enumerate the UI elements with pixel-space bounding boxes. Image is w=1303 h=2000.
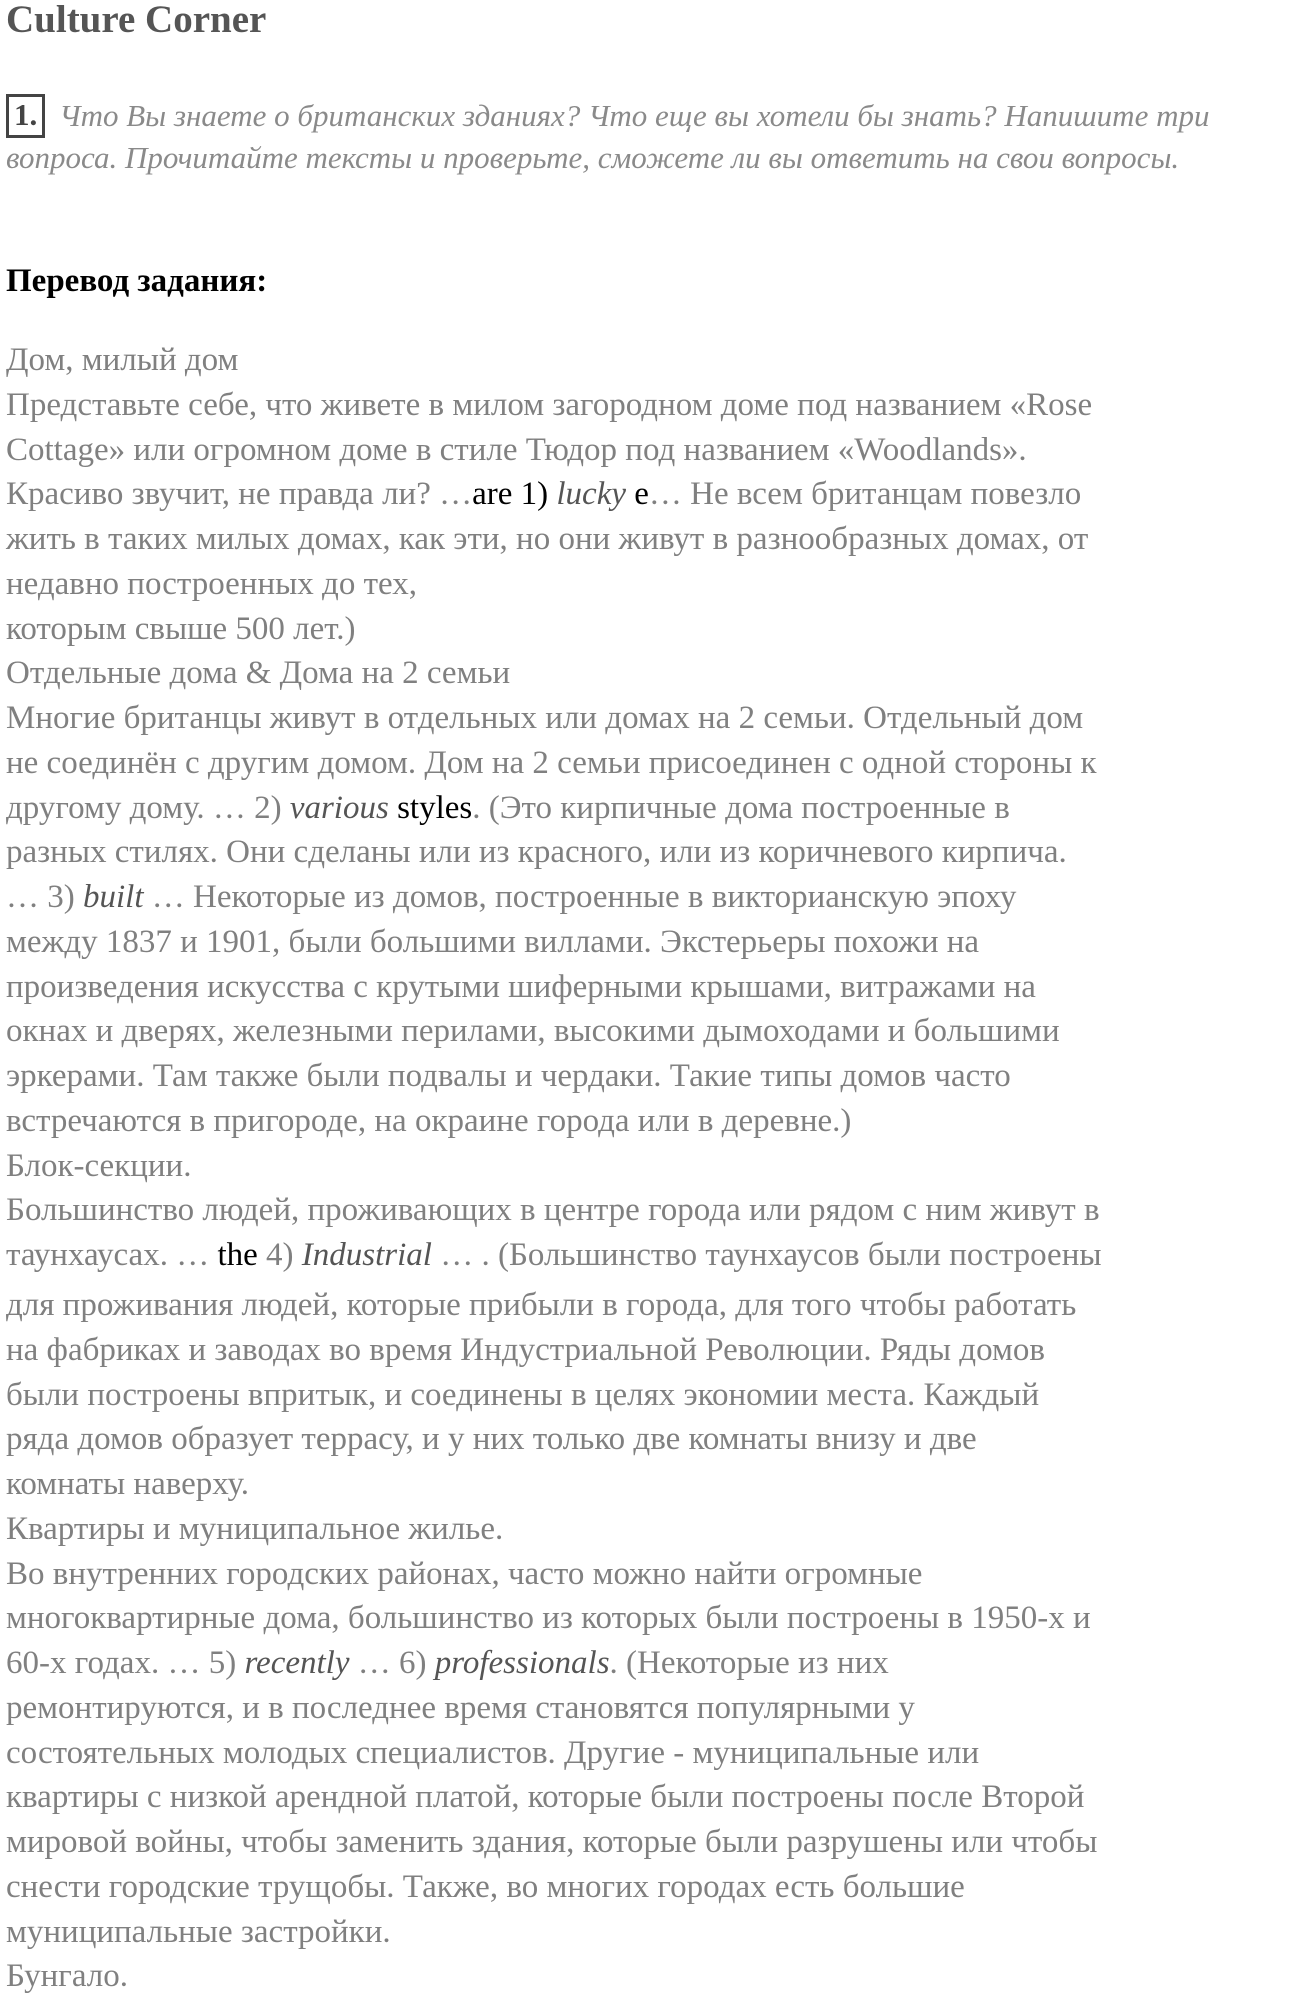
translation-body — [6, 338, 1102, 1999]
text-line — [6, 1641, 1102, 1686]
text-line: состоятельных молодых специалистов. Другие - муниципальные или — [6, 1734, 980, 1771]
section-heading: Блок-секции. — [6, 1147, 192, 1184]
text-line — [6, 1233, 1102, 1283]
text-segment: . (Некоторые из них — [609, 1645, 889, 1681]
text-line: не соединён с другим домом. Дом на 2 семьи присоединен с одной стороны к — [6, 744, 1097, 781]
text-line: были построены впритык, и соединены в целях экономии места. Каждый — [6, 1376, 1040, 1413]
text-line: эркерами. Там также были подвалы и чердаки. Такие типы домов часто — [6, 1058, 1011, 1094]
text-line: недавно построенных до тех, — [6, 565, 417, 602]
text-line: Представьте себе, что живете в милом загородном доме под названием «Rose — [6, 386, 1093, 423]
translation-heading: Перевод задания: — [6, 263, 268, 299]
text-line: Во внутренних городских районах, часто можно найти огромные — [6, 1555, 923, 1592]
task-number-badge: 1. — [6, 94, 45, 138]
text-segment: … Некоторые из домов, построенные в викторианскую эпоху — [143, 879, 1017, 915]
section-heading: Отдельные дома & Дома на 2 семьи — [6, 655, 511, 692]
answer-word: recently — [244, 1645, 350, 1681]
page-title: Culture Corner — [6, 0, 267, 41]
task-text: Что Вы знаете о британских зданиях? Что еще вы хотели бы знать? Напишите три вопроса. Прочитайте тексты и проверьте, сможете ли вы ответить на свои вопросы. — [6, 98, 1210, 175]
text-line: мировой войны, чтобы заменить здания, которые были разрушены или чтобы — [6, 1824, 1098, 1860]
section-heading: Квартиры и муниципальное жилье. — [6, 1510, 504, 1547]
text-line — [6, 875, 1102, 920]
text-line — [6, 786, 1102, 831]
text-segment: … Не всем британцам повезло — [648, 476, 1082, 513]
answer-word: professionals — [434, 1645, 610, 1681]
text-line: разных стилях. Они сделаны или из красного, или из коричневого кирпича. — [6, 834, 1067, 871]
english-segment: the — [217, 1237, 258, 1273]
text-line: жить в таких милых домах, как эти, но они живут в разнообразных домах, от — [6, 521, 1089, 557]
answer-word: built — [83, 879, 144, 915]
text-segment: другому дому. … 2) — [6, 789, 290, 826]
text-line: Многие британцы живут в отдельных или домах на 2 семьи. Отдельный дом — [6, 700, 1084, 736]
english-segment: styles — [388, 789, 473, 826]
text-line: комнаты наверху. — [6, 1466, 249, 1502]
text-line: встречаются в пригороде, на окраине города или в деревне.) — [6, 1102, 852, 1139]
text-line: произведения искусства с крутыми шиферными крышами, витражами на — [6, 968, 1036, 1005]
text-line: квартиры с низкой арендной платой, которые были построены после Второй — [6, 1779, 1085, 1816]
english-segment: e — [625, 476, 649, 513]
text-line: которым свыше 500 лет.) — [6, 610, 356, 647]
text-line: окнах и дверях, железными перилами, высокими дымоходами и большими — [6, 1013, 1060, 1050]
text-line: между 1837 и 1901, были большими виллами. Экстерьеры похожи на — [6, 923, 980, 960]
text-line: муниципальные застройки. — [6, 1913, 391, 1950]
answer-word: various — [289, 789, 389, 826]
text-segment: . (Это кирпичные дома построенные в — [472, 789, 1010, 826]
answer-word: Industrial — [301, 1237, 432, 1273]
text-segment: таунхаусах. … — [6, 1237, 218, 1273]
text-segment: … 3) — [6, 879, 83, 915]
text-line: на фабриках и заводах во время Индустриальной Революции. Ряды домов — [6, 1331, 1045, 1368]
text-line: ремонтируются, и в последнее время становятся популярными у — [6, 1689, 915, 1726]
text-segment: Красиво звучит, не правда ли? … — [6, 476, 473, 513]
text-line: Cottage» или огромном доме в стиле Тюдор под названием «Woodlands». — [6, 431, 1027, 468]
text-line: снести городские трущобы. Также, во многих городах есть большие — [6, 1868, 965, 1905]
answer-word: lucky — [556, 476, 626, 513]
text-segment: 4) — [257, 1237, 302, 1273]
text-line — [6, 472, 1102, 517]
text-segment: 60-х годах. … 5) — [6, 1645, 245, 1681]
text-segment: … 6) — [349, 1645, 435, 1681]
text-line: Большинство людей, проживающих в центре города или рядом с ним живут в — [6, 1192, 1100, 1229]
text-line: ряда домов образует террасу, и у них только две комнаты внизу и две — [6, 1421, 977, 1458]
text-segment: … . (Большинство таунхаусов были построены — [431, 1237, 1102, 1273]
english-segment: are 1) — [472, 476, 557, 513]
text-line: для проживания людей, которые прибыли в города, для того чтобы работать — [6, 1287, 1077, 1323]
text-line: Дом, милый дом — [6, 342, 239, 378]
section-heading: Бунгало. — [6, 1958, 128, 1995]
task-paragraph — [6, 96, 1266, 178]
text-line: многоквартирные дома, большинство из которых были построены в 1950-х и — [6, 1600, 1091, 1637]
